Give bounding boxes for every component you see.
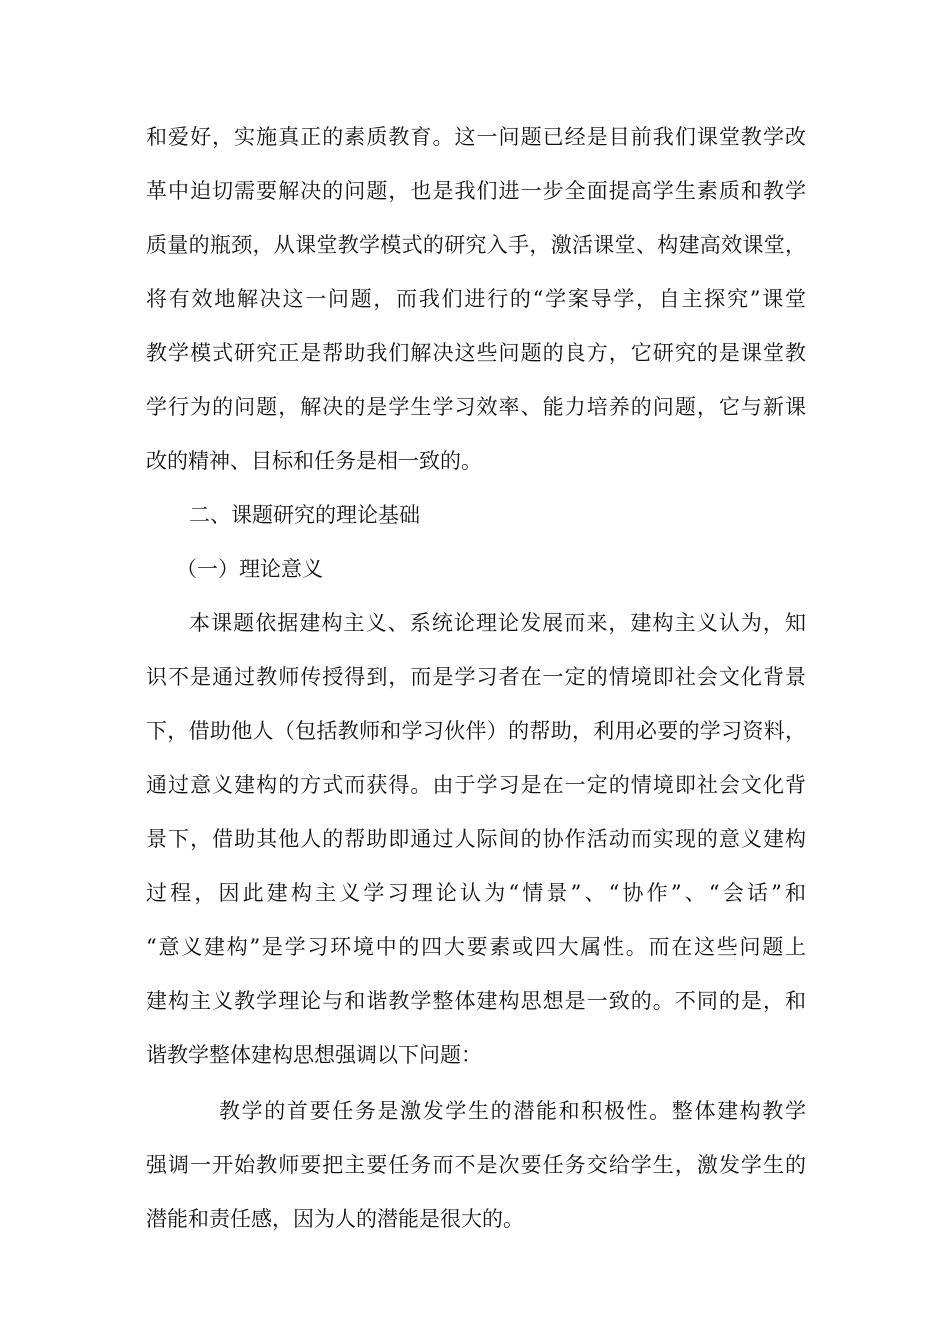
paragraph-line: 下，借助他人（包括教师和学习伙伴）的帮助，利用必要的学习资料，	[146, 719, 806, 743]
paragraph-line: 质量的瓶颈，从课堂教学模式的研究入手，激活课堂、构建高效课堂，	[146, 233, 806, 257]
paragraph-line: 学行为的问题，解决的是学生学习效率、能力培养的问题，它与新课	[146, 395, 806, 419]
paragraph-line: 改的精神、目标和任务是相一致的。	[146, 449, 482, 473]
paragraph-line: 强调一开始教师要把主要任务而不是次要任务交给学生，激发学生的	[146, 1153, 806, 1177]
subsection-heading: （一）理论意义	[176, 557, 323, 581]
paragraph-line: 本课题依据建构主义、系统论理论发展而来，建构主义认为，知	[189, 611, 806, 635]
paragraph-line: 谐教学整体建构思想强调以下问题：	[146, 1043, 482, 1067]
paragraph-line: 教学模式研究正是帮助我们解决这些问题的良方，它研究的是课堂教	[146, 341, 806, 365]
paragraph-line: 教学的首要任务是激发学生的潜能和积极性。整体建构教学	[219, 1099, 806, 1123]
paragraph-line: 潜能和责任感，因为人的潜能是很大的。	[146, 1207, 524, 1231]
paragraph-line: 和爱好，实施真正的素质教育。这一问题已经是目前我们课堂教学改	[146, 125, 806, 149]
paragraph-line: 建构主义教学理论与和谐教学整体建构思想是一致的。不同的是，和	[146, 989, 806, 1013]
paragraph-line: “意义建构”是学习环境中的四大要素或四大属性。而在这些问题上	[146, 935, 806, 959]
paragraph-line: 识不是通过教师传授得到，而是学习者在一定的情境即社会文化背景	[146, 665, 806, 689]
paragraph-line: 将有效地解决这一问题，而我们进行的“学案导学，自主探究”课堂	[146, 287, 806, 311]
paragraph-line: 景下，借助其他人的帮助即通过人际间的协作活动而实现的意义建构	[146, 827, 806, 851]
paragraph-line: 通过意义建构的方式而获得。由于学习是在一定的情境即社会文化背	[146, 773, 806, 797]
paragraph-line: 过程，因此建构主义学习理论认为“情景”、“协作”、“会话”和	[146, 881, 806, 905]
section-heading: 二、课题研究的理论基础	[189, 503, 420, 527]
paragraph-line: 革中迫切需要解决的问题，也是我们进一步全面提高学生素质和教学	[146, 179, 806, 203]
